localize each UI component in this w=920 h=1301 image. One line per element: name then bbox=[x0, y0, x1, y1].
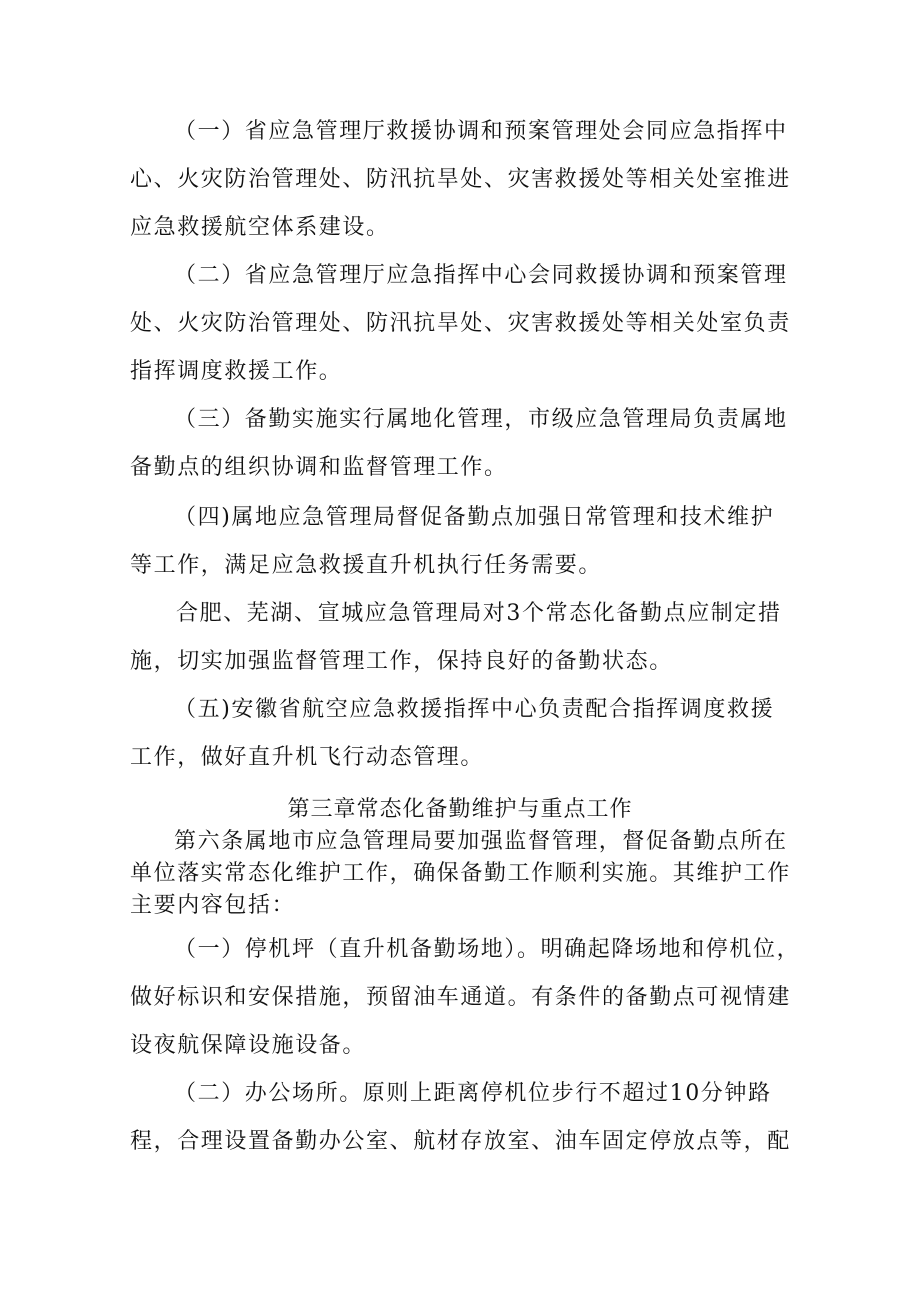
text-line: （二）省应急管理厅应急指挥中心会同救援协调和预案管理 bbox=[174, 263, 788, 288]
text-line: 单位落实常态化维护工作，确保备勤工作顺利实施。其维护工作 bbox=[130, 861, 791, 886]
text-line: （五)安徽省航空应急救援指挥中心负责配合指挥调度救援 bbox=[174, 697, 775, 722]
text-line: （二）办公场所。原则上距离停机位步行不超过10分钟路 bbox=[174, 1081, 772, 1106]
text-line: 备勤点的组织协调和监督管理工作。 bbox=[130, 455, 508, 480]
text-line: 心、火灾防治管理处、防汛抗旱处、灾害救援处等相关处室推进 bbox=[130, 167, 791, 192]
text-line: 主要内容包括： bbox=[130, 893, 296, 918]
text-line: 处、火灾防治管理处、防汛抗旱处、灾害救援处等相关处室负责 bbox=[130, 311, 791, 336]
paragraph-2 bbox=[130, 252, 790, 396]
article-six bbox=[130, 826, 790, 922]
text-line: （一）停机坪（直升机备勤场地）。明确起降场地和停机位， bbox=[174, 937, 801, 962]
text-line: 程，合理设置备勤办公室、航材存放室、油车固定停放点等，配 bbox=[130, 1129, 791, 1154]
text-line: （三）备勤实施实行属地化管理，市级应急管理局负责属地 bbox=[174, 407, 788, 432]
text-line: 等工作，满足应急救援直升机执行任务需要。 bbox=[130, 553, 603, 578]
chapter-heading: 第三章常态化备勤维护与重点工作 bbox=[287, 797, 633, 822]
text-line: （四)属地应急管理局督促备勤点加强日常管理和技术维护 bbox=[174, 505, 775, 530]
text-line: 工作，做好直升机飞行动态管理。 bbox=[130, 745, 485, 770]
paragraph-5 bbox=[130, 590, 790, 686]
text-line: 施，切实加强监督管理工作，保持良好的备勤状态。 bbox=[130, 649, 673, 674]
paragraph-1 bbox=[130, 108, 790, 252]
text-line: 合肥、芜湖、宣城应急管理局对3个常态化备勤点应制定措 bbox=[176, 601, 782, 626]
item-1 bbox=[130, 926, 801, 1070]
text-line: 设夜航保障设施设备。 bbox=[130, 1033, 367, 1058]
paragraph-4 bbox=[130, 494, 790, 590]
text-line: 做好标识和安保措施，预留油车通道。有条件的备勤点可视情建 bbox=[130, 985, 791, 1010]
paragraph-3 bbox=[130, 396, 790, 492]
text-line: 应急救援航空体系建设。 bbox=[130, 215, 390, 240]
item-2 bbox=[130, 1070, 790, 1166]
text-line: 指挥调度救援工作。 bbox=[130, 359, 343, 384]
text-line: 第六条属地市应急管理局要加强监督管理，督促备勤点所在 bbox=[174, 829, 788, 854]
paragraph-6 bbox=[130, 686, 790, 782]
text-line: （一）省应急管理厅救援协调和预案管理处会同应急指挥中 bbox=[174, 119, 788, 144]
